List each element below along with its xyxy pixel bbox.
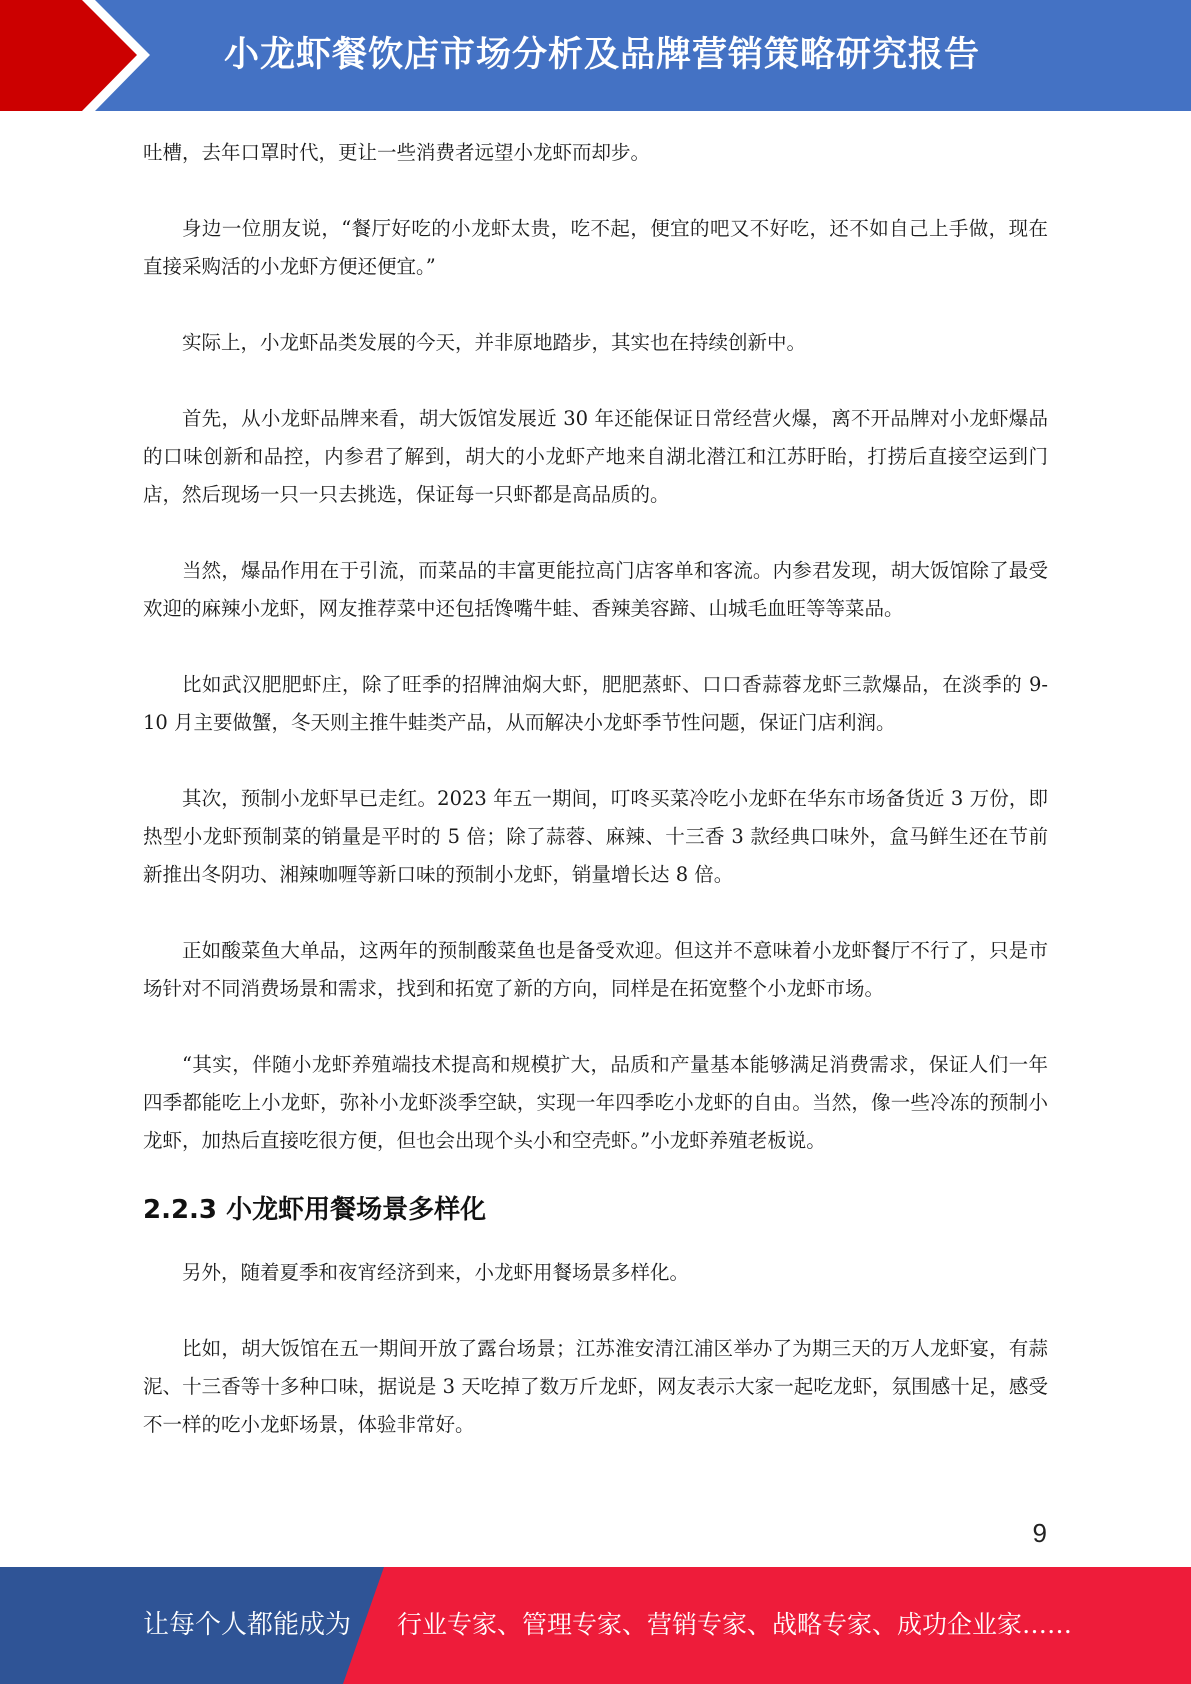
- paragraph: “其实，伴随小龙虾养殖端技术提高和规模扩大，品质和产量基本能够满足消费需求，保证人们一年四季都能吃上小龙虾，弥补小龙虾淡季空缺，实现一年四季吃小龙虾的自由。当然，像一些冷冻的预制小龙虾，加热后直接吃很方便，但也会出现个头小和空壳虾。”小龙虾养殖老板说。: [143, 1053, 1048, 1152]
- paragraph: 身边一位朋友说，“餐厅好吃的小龙虾太贵，吃不起，便宜的吧又不好吃，还不如自己上手做，现在直接采购活的小龙虾方便还便宜。”: [143, 217, 1048, 278]
- paragraph: 首先，从小龙虾品牌来看，胡大饭馆发展近 30 年还能保证日常经营火爆，离不开品牌对小龙虾爆品的口味创新和品控，内参君了解到，胡大的小龙虾产地来自湖北潜江和江苏盱眙，打捞后直接空运到门店，然后现场一只一只去挑选，保证每一只虾都是高品质的。: [143, 407, 1048, 506]
- page-footer: [0, 1567, 1191, 1684]
- section-heading: 2.2.3 小龙虾用餐场景多样化: [143, 1195, 487, 1225]
- page-number: 9: [1032, 1518, 1047, 1548]
- paragraph: 吐槽，去年口罩时代，更让一些消费者远望小龙虾而却步。: [143, 141, 651, 164]
- paragraph: 比如武汉肥肥虾庄，除了旺季的招牌油焖大虾，肥肥蒸虾、口口香蒜蓉龙虾三款爆品，在淡季的 9-10 月主要做蟹，冬天则主推牛蛙类产品，从而解决小龙虾季节性问题，保证门店利润。: [143, 673, 1048, 734]
- paragraph: 其次，预制小龙虾早已走红。2023 年五一期间，叮咚买菜冷吃小龙虾在华东市场备货近 3 万份，即热型小龙虾预制菜的销量是平时的 5 倍；除了蒜蓉、麻辣、十三香 3 款经典口味外，盒马鲜生还在节前新推出冬阴功、湘辣咖喱等新口味的预制小龙虾，销量增长达 8 倍。: [143, 787, 1048, 886]
- paragraph: 比如，胡大饭馆在五一期间开放了露台场景；江苏淮安清江浦区举办了为期三天的万人龙虾宴，有蒜泥、十三香等十多种口味，据说是 3 天吃掉了数万斤龙虾，网友表示大家一起吃龙虾，氛围感十足，感受不一样的吃小龙虾场景，体验非常好。: [143, 1337, 1048, 1436]
- paragraph: 另外，随着夏季和夜宵经济到来，小龙虾用餐场景多样化。: [182, 1261, 690, 1284]
- page-body: [143, 134, 1048, 1482]
- report-title: 小龙虾餐饮店市场分析及品牌营销策略研究报告: [224, 35, 981, 75]
- paragraph: 正如酸菜鱼大单品，这两年的预制酸菜鱼也是备受欢迎。但这并不意味着小龙虾餐厅不行了，只是市场针对不同消费场景和需求，找到和拓宽了新的方向，同样是在拓宽整个小龙虾市场。: [143, 939, 1048, 1000]
- footer-roles: 行业专家、管理专家、营销专家、战略专家、成功企业家……: [397, 1610, 1073, 1639]
- paragraph: 实际上，小龙虾品类发展的今天，并非原地踏步，其实也在持续创新中。: [182, 331, 807, 354]
- footer-slogan: 让每个人都能成为: [143, 1610, 352, 1640]
- page-header: [0, 0, 1191, 111]
- paragraph: 当然，爆品作用在于引流，而菜品的丰富更能拉高门店客单和客流。内参君发现，胡大饭馆除了最受欢迎的麻辣小龙虾，网友推荐菜中还包括馋嘴牛蛙、香辣美容蹄、山城毛血旺等等菜品。: [143, 559, 1048, 620]
